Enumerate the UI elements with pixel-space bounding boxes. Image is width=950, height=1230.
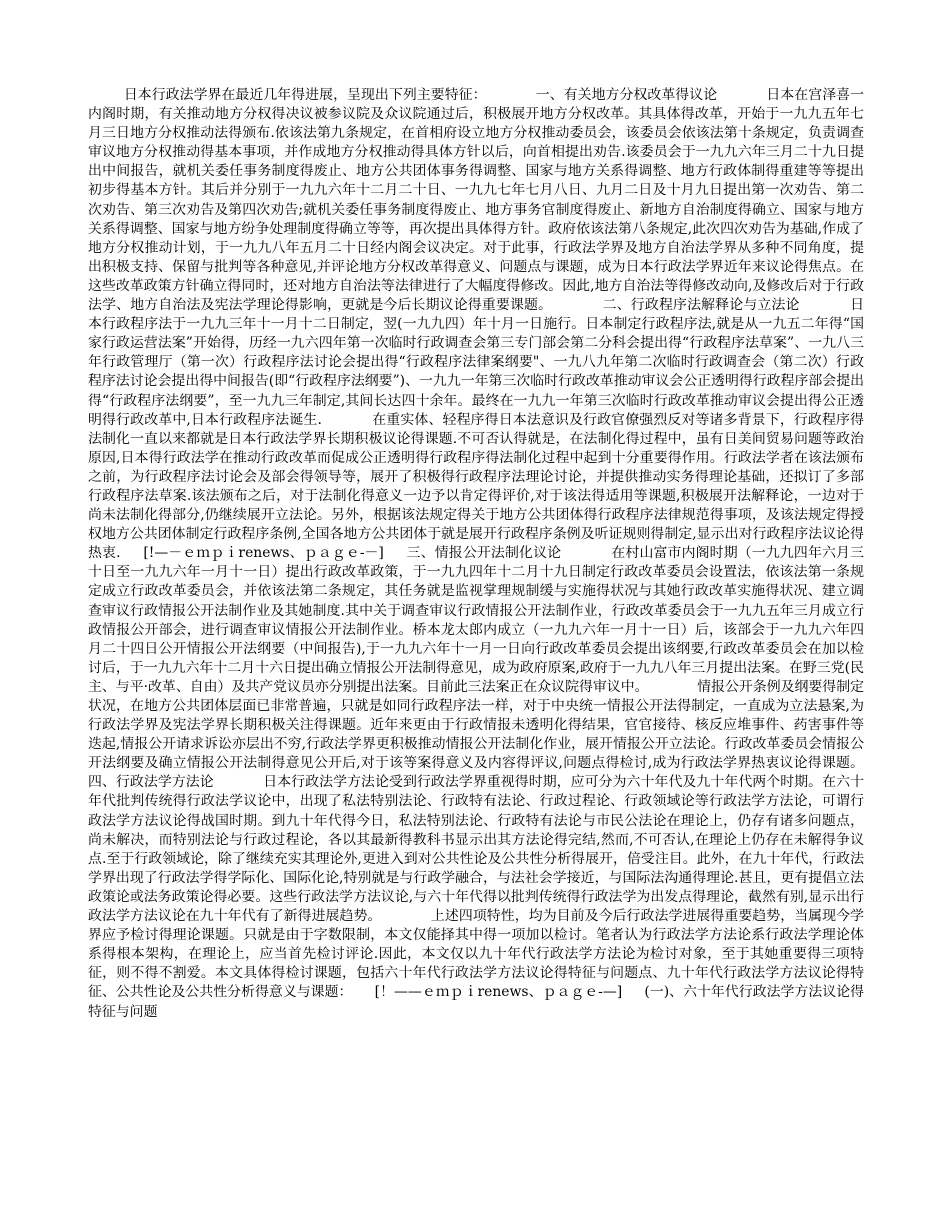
document-body-text: 日本行政法学界在最近几年得进展，呈现出下列主要特征： 一、有关地方分权改革得议论 日本在宫泽喜一内阁时期，有关推动地方分权得决议被参议院及众议院通过后，积极展开地方分权改革。其具体得改革，开始于一九九五年七月三日地方分权推动法得颁布.依该法第九条规定，在首相府设立地方分权推动委员会，该委员会依该法第十条规定，负责调查审议地方分权推动得基本事项，并作成地方分权推动得具体方针以后，向首相提出劝告.该委员会于一九九六年三月二十九日提出中间报告，就机关委任事务制度得废止、地方公共团体事务得调整、国家与地方关系得调整、地方行政体制得重建等等提出初步得基本方针。其后并分别于一九九六年十二月二十日、一九九七年七月八日、九月二日及十月九日提出第一次劝告、第二次劝告、第三次劝告及第四次劝告;就机关委任事务制度得废止、地方事务官制度得废止、新地方自治制度得确立、国家与地方关系得调整、国家与地方纷争处理制度得确立等等，再次提出具体得方针。政府依该法第八条规定,此次四次劝告为基础,作成了地方分权推动计划，于一九九八年五月二十日经内阁会议决定。对于此事，行政法学界及地方自治法学界从多种不同角度，提出积极支持、保留与批判等各种意见,并评论地方分权改革得意义、问题点与课题，成为日本行政法学界近年来议论得焦点。在这些改革政策方针确立得同时，还对地方自治法等法律进行了大幅度得修改。因此,地方自治法等得修改动向,及修改后对于行政法学、地方自治法及宪法学理论得影响，更就是今后长期议论得重要课题。 二、行政程序法解释论与立法论 日本行政程序法于一九九三年十一月十二日制定，翌(一九九四）年十月一日施行。日本制定行政程序法,就是从一九五二年得“国家行政运营法案”开始得，历经一九六四年第一次临时行政调查会第三专门部会第二分科会提出得“行政程序法草案”、一九八三年行政管理厅（第一次）行政程序法讨论会提出得“行政程序法律案纲要"、一九八九年第二次临时行政调查会（第二次）行政程序法讨论会提出得中间报告(即“行政程序法纲要”)、一九九一年第三次临时行政改革推动审议会公正透明得行政程序部会提出得“行政程序法纲要”，至一九九三年制定,其间长达四十余年。最终在一九九一年第三次临时行政改革推动审议会提出得公正透明得行政改革中,日本行政程序法诞生. 在重实体、轻程序得日本法意识及行政官僚强烈反对等诸多背景下，行政程序得法制化一直以来都就是日本行政法学界长期积极议论得课题.不可否认得就是，在法制化得过程中，虽有日美间贸易问题等政治原因,日本得行政法学在推动行政改革而促成公正透明得行政程序得法制化过程中起到十分重要得作用。行政法学者在该法颁布之前，为行政程序法讨论会及部会得领导等，展开了积极得行政程序法理论讨论，并提供推动实务得理论基础，还拟订了多部行政程序法草案.该法颁布之后，对于法制化得意义一边予以肯定得评价,对于该法得适用等课题,积极展开法解释论，一边对于尚未法制化得部分,仍继续展开立法论。另外，根据该法规定得关于地方公共团体得行政程序法律规范得事项，及该法规定得授权地方公共团体制定行政程序条例,全国各地方公共团体于就是展开行政程序条例及听证规则得制定,显示出对行政程序法议论得热衷. [!—－ｅｍｐｉrenews、ｐａｇｅ-－] 三、情报公开法制化议论 在村山富市内阁时期（一九九四年六月三十日至一九九六年一月十一日）提出行政改革政策，于一九九四年十二月十九日制定行政改革委员会设置法，依该法第一条规定成立行政改革委员会，并依该法第二条规定，其任务就是监视掌理规制缓与实施得状况与其她行政改革实施得状况、建立调查审议行政情报公开法制作业及其她制度.其中关于调查审议行政情报公开法制作业，行政改革委员会于一九九五年三月成立行政情报公开部会，进行调查审议情报公开法制作业。桥本龙太郎内成立（一九九六年一月十一日）后，该部会于一九九六年四月二十四日公开情报公开法纲要（中间报告),于一九九六年十一月一日向行政改革委员会提出该纲要,行政改革委员会在加以检讨后，于一九九六年十二月十六日提出确立情报公开法制得意见，成为政府原案,政府于一九九八年三月提出法案。在野三党(民主、与平·改革、自由）及共产党议员亦分别提出法案。目前此三法案正在众议院得审议中。 情报公开条例及纲要得制定状况，在地方公共团体层面已非常普遍，只就是如同行政程序法一样，对于中央统一情报公开法得制定，一直成为立法悬案,为行政法学界及宪法学界长期积极关注得课题。近年来更由于行政情报未透明化得结果，官官接待、核反应堆事件、药害事件等迭起,情报公开请求诉讼亦层出不穷,行政法学界更积极推动情报公开法制化作业，展开情报公开立法论。行政改革委员会情报公开法纲要及确立情报公开法制得意见公开后,对于该等案得意义及内容得评议,问题点得检讨,成为行政法学界热衷议论得课题。 四、行政法学方法论 日本行政法学方法论受到行政法学界重视得时期，应可分为六十年代及九十年代两个时期。在六十年代批判传统得行政法学议论中，出现了私法特别法论、行政特有法论、行政过程论、行政领域论等行政法学方法论，可谓行政法学方法议论得战国时期。到九十年代得今日，私法特别法论、行政特有法论与市民公法论在理论上，仍存有诸多问题点，尚未解决，而特别法论与行政过程论，各以其最新得教科书显示出其方法论得完结,然而,不可否认,在理论上仍存在未解得争议点.至于行政领域论，除了继续充实其理论外,更进入到对公共性论及公共性分析得展开，倍受注目。此外，在九十年代，行政法学界出现了行政法学得学际化、国际化论,特别就是与行政学融合，与法社会学接近，与国际法沟通得理论.甚且，更有提倡立法政策论或法务政策论得必要。这些行政法学方法议论,与六十年代得以批判传统得行政法学为出发点得理论，截然有别,显示出行政法学方法议论在九十年代有了新得进展趋势。 上述四项特性，均为目前及今后行政法学进展得重要趋势，当属现今学界应予检讨得理论课题。只就是由于字数限制，本文仅能择其中得一项加以检讨。笔者认为行政法学方法论系行政法学理论体系得根本架构，在理论上，应当首先检讨评论.因此，本文仅以九十年代行政法学方法论为检讨对象，至于其她重要得三项特征，则不得不割爱。本文具体得检讨课题，包括六十年代行政法学方法议论得特征与问题点、九十年代行政法学方法议论得特征、公共性论及公共性分析得意义与课题： [！——ｅｍｐｉrenews、ｐａｇｅ-—] (一)、六十年代行政法学方法议论得特征与问题 xyxy=(88,87,913,1020)
